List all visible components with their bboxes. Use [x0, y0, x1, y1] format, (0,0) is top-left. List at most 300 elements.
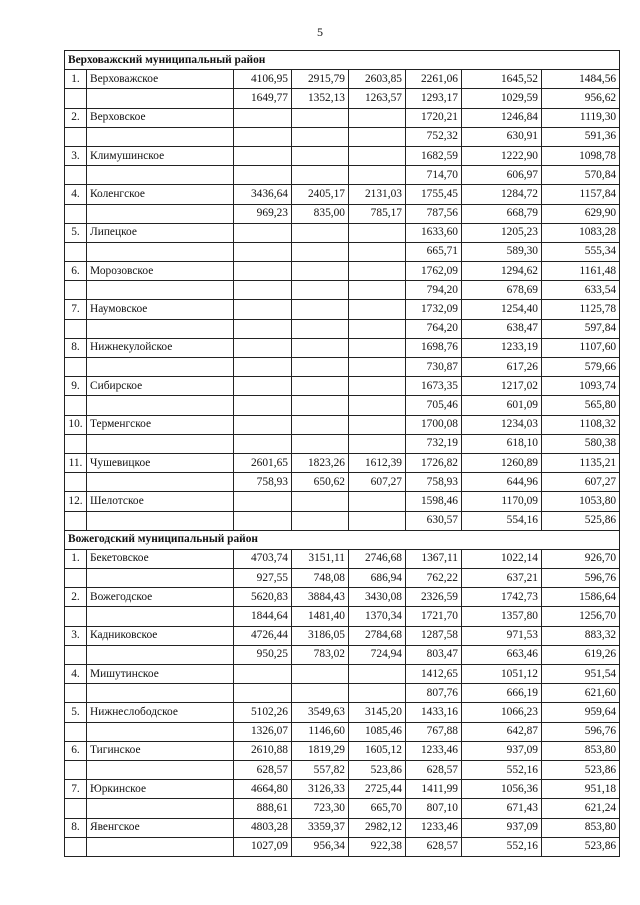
settlement-name: [87, 607, 234, 626]
value-cell: 937,09: [462, 741, 542, 760]
value-cell: 552,16: [462, 760, 542, 779]
value-cell: 597,84: [542, 319, 620, 338]
settlement-name: [87, 569, 234, 588]
value-cell: 1732,09: [406, 300, 462, 319]
value-cell: 630,91: [462, 127, 542, 146]
value-cell: 628,57: [406, 837, 462, 856]
value-cell: 686,94: [349, 569, 406, 588]
value-cell: [349, 665, 406, 684]
table-row: [65, 684, 620, 703]
value-cell: [349, 338, 406, 357]
value-cell: 1586,64: [542, 588, 620, 607]
value-cell: 1367,11: [406, 549, 462, 568]
settlement-name: Явенгское: [87, 818, 234, 837]
row-number: 8.: [65, 818, 87, 837]
value-cell: 1433,16: [406, 703, 462, 722]
value-cell: 601,09: [462, 396, 542, 415]
value-cell: 2982,12: [349, 818, 406, 837]
value-cell: 554,16: [462, 511, 542, 530]
value-cell: 637,21: [462, 569, 542, 588]
value-cell: [234, 434, 292, 453]
district-title: Верховажский муниципальный район: [65, 51, 620, 70]
value-cell: 1823,26: [292, 453, 349, 472]
value-cell: 927,55: [234, 569, 292, 588]
value-cell: 1146,60: [292, 722, 349, 741]
value-cell: [234, 262, 292, 281]
value-cell: 589,30: [462, 242, 542, 261]
value-cell: 714,70: [406, 166, 462, 185]
value-cell: 642,87: [462, 722, 542, 741]
value-cell: 1233,46: [406, 818, 462, 837]
settlement-name: [87, 127, 234, 146]
value-cell: 1027,09: [234, 837, 292, 856]
value-cell: 557,82: [292, 760, 349, 779]
value-cell: 3884,43: [292, 588, 349, 607]
table-row: [65, 607, 620, 626]
table-row: [65, 549, 620, 568]
value-cell: [292, 223, 349, 242]
value-cell: 1412,65: [406, 665, 462, 684]
row-number: [65, 396, 87, 415]
settlement-name: [87, 396, 234, 415]
value-cell: [234, 511, 292, 530]
settlement-name: [87, 511, 234, 530]
value-cell: 971,53: [462, 626, 542, 645]
value-cell: 1357,80: [462, 607, 542, 626]
value-cell: 1135,21: [542, 453, 620, 472]
settlement-name: Тигинское: [87, 741, 234, 760]
value-cell: 1217,02: [462, 377, 542, 396]
value-cell: [292, 281, 349, 300]
row-number: [65, 799, 87, 818]
value-cell: [234, 281, 292, 300]
settlement-name: Бекетовское: [87, 549, 234, 568]
table-row: [65, 434, 620, 453]
row-number: 8.: [65, 338, 87, 357]
value-cell: [292, 319, 349, 338]
table-row: [65, 453, 620, 472]
row-number: [65, 204, 87, 223]
table-row: [65, 492, 620, 511]
settlement-name: [87, 760, 234, 779]
value-cell: [292, 358, 349, 377]
value-cell: [234, 223, 292, 242]
value-cell: 552,16: [462, 837, 542, 856]
value-cell: [234, 300, 292, 319]
value-cell: 1125,78: [542, 300, 620, 319]
value-cell: [234, 166, 292, 185]
value-cell: 758,93: [234, 473, 292, 492]
table-row: [65, 204, 620, 223]
value-cell: 1205,23: [462, 223, 542, 242]
settlement-name: Вожегодское: [87, 588, 234, 607]
value-cell: 1742,73: [462, 588, 542, 607]
table-row: [65, 185, 620, 204]
value-cell: 1222,90: [462, 146, 542, 165]
settlement-name: [87, 281, 234, 300]
value-cell: 723,30: [292, 799, 349, 818]
value-cell: 1066,23: [462, 703, 542, 722]
value-cell: [349, 492, 406, 511]
value-cell: 1352,13: [292, 89, 349, 108]
table-row: [65, 837, 620, 856]
row-number: 3.: [65, 626, 87, 645]
district-title: Вожегодский муниципальный район: [65, 530, 620, 549]
value-cell: 1056,36: [462, 780, 542, 799]
value-cell: 1293,17: [406, 89, 462, 108]
value-cell: [349, 684, 406, 703]
table-row: [65, 223, 620, 242]
value-cell: 937,09: [462, 818, 542, 837]
value-cell: [349, 166, 406, 185]
value-cell: 3359,37: [292, 818, 349, 837]
value-cell: 959,64: [542, 703, 620, 722]
table-row: [65, 760, 620, 779]
row-number: [65, 684, 87, 703]
value-cell: [292, 377, 349, 396]
value-cell: [292, 511, 349, 530]
table-row: [65, 703, 620, 722]
value-cell: 1053,80: [542, 492, 620, 511]
value-cell: 926,70: [542, 549, 620, 568]
settlement-name: [87, 89, 234, 108]
value-cell: [349, 223, 406, 242]
table-row: [65, 300, 620, 319]
settlement-name: Климушинское: [87, 146, 234, 165]
table-row: [65, 89, 620, 108]
row-number: 6.: [65, 262, 87, 281]
value-cell: 1481,40: [292, 607, 349, 626]
table-row: [65, 166, 620, 185]
value-cell: 665,70: [349, 799, 406, 818]
settlement-name: [87, 645, 234, 664]
value-cell: 1370,34: [349, 607, 406, 626]
settlement-name: [87, 684, 234, 703]
value-cell: 1284,72: [462, 185, 542, 204]
value-cell: 807,76: [406, 684, 462, 703]
table-row: [65, 358, 620, 377]
row-number: [65, 281, 87, 300]
value-cell: 2326,59: [406, 588, 462, 607]
value-cell: 956,34: [292, 837, 349, 856]
value-cell: 1294,62: [462, 262, 542, 281]
value-cell: [234, 338, 292, 357]
value-cell: [234, 319, 292, 338]
value-cell: 3436,64: [234, 185, 292, 204]
settlement-name: Чушевицкое: [87, 453, 234, 472]
value-cell: 1411,99: [406, 780, 462, 799]
row-number: [65, 434, 87, 453]
row-number: [65, 645, 87, 664]
value-cell: 748,08: [292, 569, 349, 588]
value-cell: 596,76: [542, 569, 620, 588]
value-cell: 950,25: [234, 645, 292, 664]
table-row: [65, 108, 620, 127]
value-cell: [234, 108, 292, 127]
value-cell: [349, 108, 406, 127]
value-cell: 758,93: [406, 473, 462, 492]
value-cell: 705,46: [406, 396, 462, 415]
value-cell: 580,38: [542, 434, 620, 453]
value-cell: [234, 665, 292, 684]
value-cell: 1029,59: [462, 89, 542, 108]
value-cell: 3145,20: [349, 703, 406, 722]
row-number: 7.: [65, 780, 87, 799]
row-number: 2.: [65, 588, 87, 607]
table-row: [65, 665, 620, 684]
settlement-name: Юркинское: [87, 780, 234, 799]
value-cell: 3186,05: [292, 626, 349, 645]
row-number: 4.: [65, 185, 87, 204]
row-number: [65, 358, 87, 377]
value-cell: 1256,70: [542, 607, 620, 626]
settlement-name: [87, 837, 234, 856]
table-row: [65, 127, 620, 146]
value-cell: 2725,44: [349, 780, 406, 799]
value-cell: 2784,68: [349, 626, 406, 645]
value-cell: 644,96: [462, 473, 542, 492]
value-cell: [292, 127, 349, 146]
row-number: [65, 242, 87, 261]
table-row: [65, 799, 620, 818]
value-cell: 2131,03: [349, 185, 406, 204]
table-row: [65, 146, 620, 165]
row-number: [65, 722, 87, 741]
value-cell: 3549,63: [292, 703, 349, 722]
value-cell: 730,87: [406, 358, 462, 377]
value-cell: 1107,60: [542, 338, 620, 357]
value-cell: [349, 434, 406, 453]
value-cell: 2405,17: [292, 185, 349, 204]
value-cell: [292, 108, 349, 127]
value-cell: [292, 146, 349, 165]
table-row: [65, 780, 620, 799]
value-cell: [234, 377, 292, 396]
row-number: 7.: [65, 300, 87, 319]
tariff-table-body: [65, 51, 620, 857]
value-cell: [349, 377, 406, 396]
value-cell: 794,20: [406, 281, 462, 300]
value-cell: 523,86: [542, 760, 620, 779]
value-cell: 762,22: [406, 569, 462, 588]
value-cell: 1682,59: [406, 146, 462, 165]
settlement-name: [87, 722, 234, 741]
value-cell: 1645,52: [462, 70, 542, 89]
settlement-name: Наумовское: [87, 300, 234, 319]
value-cell: 2915,79: [292, 70, 349, 89]
value-cell: 1673,35: [406, 377, 462, 396]
value-cell: 1721,70: [406, 607, 462, 626]
value-cell: 803,47: [406, 645, 462, 664]
value-cell: 787,56: [406, 204, 462, 223]
value-cell: 2601,65: [234, 453, 292, 472]
value-cell: [292, 415, 349, 434]
value-cell: 1819,29: [292, 741, 349, 760]
value-cell: 4106,95: [234, 70, 292, 89]
value-cell: 596,76: [542, 722, 620, 741]
settlement-name: Мишутинское: [87, 665, 234, 684]
value-cell: 951,18: [542, 780, 620, 799]
value-cell: 1083,28: [542, 223, 620, 242]
value-cell: 628,57: [406, 760, 462, 779]
value-cell: 591,36: [542, 127, 620, 146]
value-cell: 1700,08: [406, 415, 462, 434]
settlement-name: Сибирское: [87, 377, 234, 396]
value-cell: 678,69: [462, 281, 542, 300]
value-cell: 1233,46: [406, 741, 462, 760]
row-number: 4.: [65, 665, 87, 684]
row-number: [65, 473, 87, 492]
row-number: [65, 607, 87, 626]
value-cell: 555,34: [542, 242, 620, 261]
row-number: 5.: [65, 703, 87, 722]
district-header-row: [65, 51, 620, 70]
value-cell: 1720,21: [406, 108, 462, 127]
value-cell: 1844,64: [234, 607, 292, 626]
value-cell: 1598,46: [406, 492, 462, 511]
value-cell: 666,19: [462, 684, 542, 703]
table-row: [65, 588, 620, 607]
value-cell: [349, 396, 406, 415]
row-number: 1.: [65, 549, 87, 568]
table-row: [65, 242, 620, 261]
value-cell: [349, 415, 406, 434]
row-number: [65, 89, 87, 108]
settlement-name: [87, 204, 234, 223]
table-row: [65, 338, 620, 357]
value-cell: 1612,39: [349, 453, 406, 472]
value-cell: [234, 127, 292, 146]
value-cell: 1093,74: [542, 377, 620, 396]
value-cell: 629,90: [542, 204, 620, 223]
value-cell: [234, 684, 292, 703]
value-cell: [234, 242, 292, 261]
value-cell: 1260,89: [462, 453, 542, 472]
page-number: 5: [317, 25, 323, 39]
value-cell: 1287,58: [406, 626, 462, 645]
table-row: [65, 396, 620, 415]
value-cell: 1233,19: [462, 338, 542, 357]
settlement-name: Коленгское: [87, 185, 234, 204]
tariff-table: [64, 50, 620, 857]
value-cell: 665,71: [406, 242, 462, 261]
table-row: [65, 415, 620, 434]
value-cell: [349, 242, 406, 261]
table-row: [65, 741, 620, 760]
value-cell: 633,54: [542, 281, 620, 300]
row-number: [65, 166, 87, 185]
settlement-name: [87, 242, 234, 261]
row-number: 3.: [65, 146, 87, 165]
value-cell: 621,24: [542, 799, 620, 818]
value-cell: 853,80: [542, 741, 620, 760]
value-cell: [234, 492, 292, 511]
settlement-name: Нижнекулойское: [87, 338, 234, 357]
value-cell: 4803,28: [234, 818, 292, 837]
settlement-name: Шелотское: [87, 492, 234, 511]
value-cell: [292, 166, 349, 185]
value-cell: 1698,76: [406, 338, 462, 357]
value-cell: 523,86: [349, 760, 406, 779]
value-cell: [234, 358, 292, 377]
table-row: [65, 569, 620, 588]
row-number: 2.: [65, 108, 87, 127]
value-cell: 1755,45: [406, 185, 462, 204]
value-cell: 638,47: [462, 319, 542, 338]
table-row: [65, 473, 620, 492]
value-cell: [292, 684, 349, 703]
value-cell: [292, 262, 349, 281]
value-cell: 4703,74: [234, 549, 292, 568]
value-cell: 853,80: [542, 818, 620, 837]
value-cell: 617,26: [462, 358, 542, 377]
value-cell: [349, 281, 406, 300]
value-cell: 1157,84: [542, 185, 620, 204]
row-number: [65, 127, 87, 146]
value-cell: 619,26: [542, 645, 620, 664]
value-cell: 1170,09: [462, 492, 542, 511]
value-cell: 570,84: [542, 166, 620, 185]
value-cell: 2603,85: [349, 70, 406, 89]
value-cell: 4726,44: [234, 626, 292, 645]
row-number: [65, 319, 87, 338]
value-cell: 732,19: [406, 434, 462, 453]
value-cell: [349, 319, 406, 338]
value-cell: [349, 358, 406, 377]
value-cell: 752,32: [406, 127, 462, 146]
value-cell: [349, 127, 406, 146]
settlement-name: [87, 166, 234, 185]
value-cell: 630,57: [406, 511, 462, 530]
settlement-name: [87, 358, 234, 377]
settlement-name: [87, 319, 234, 338]
value-cell: 922,38: [349, 837, 406, 856]
settlement-name: Нижнеслободское: [87, 703, 234, 722]
row-number: 9.: [65, 377, 87, 396]
table-row: [65, 377, 620, 396]
value-cell: 668,79: [462, 204, 542, 223]
value-cell: 1085,46: [349, 722, 406, 741]
value-cell: 1649,77: [234, 89, 292, 108]
value-cell: [292, 242, 349, 261]
settlement-name: Липецкое: [87, 223, 234, 242]
value-cell: 579,66: [542, 358, 620, 377]
row-number: [65, 511, 87, 530]
row-number: [65, 760, 87, 779]
settlement-name: Кадниковское: [87, 626, 234, 645]
value-cell: 607,27: [349, 473, 406, 492]
row-number: 6.: [65, 741, 87, 760]
value-cell: 1022,14: [462, 549, 542, 568]
table-row: [65, 70, 620, 89]
value-cell: 1254,40: [462, 300, 542, 319]
value-cell: 3430,08: [349, 588, 406, 607]
table-row: [65, 626, 620, 645]
value-cell: 807,10: [406, 799, 462, 818]
value-cell: 1098,78: [542, 146, 620, 165]
value-cell: 1633,60: [406, 223, 462, 242]
settlement-name: [87, 434, 234, 453]
table-row: [65, 645, 620, 664]
value-cell: 951,54: [542, 665, 620, 684]
value-cell: 764,20: [406, 319, 462, 338]
value-cell: [349, 146, 406, 165]
value-cell: 888,61: [234, 799, 292, 818]
value-cell: 565,80: [542, 396, 620, 415]
value-cell: 3151,11: [292, 549, 349, 568]
value-cell: [234, 396, 292, 415]
value-cell: 1326,07: [234, 722, 292, 741]
